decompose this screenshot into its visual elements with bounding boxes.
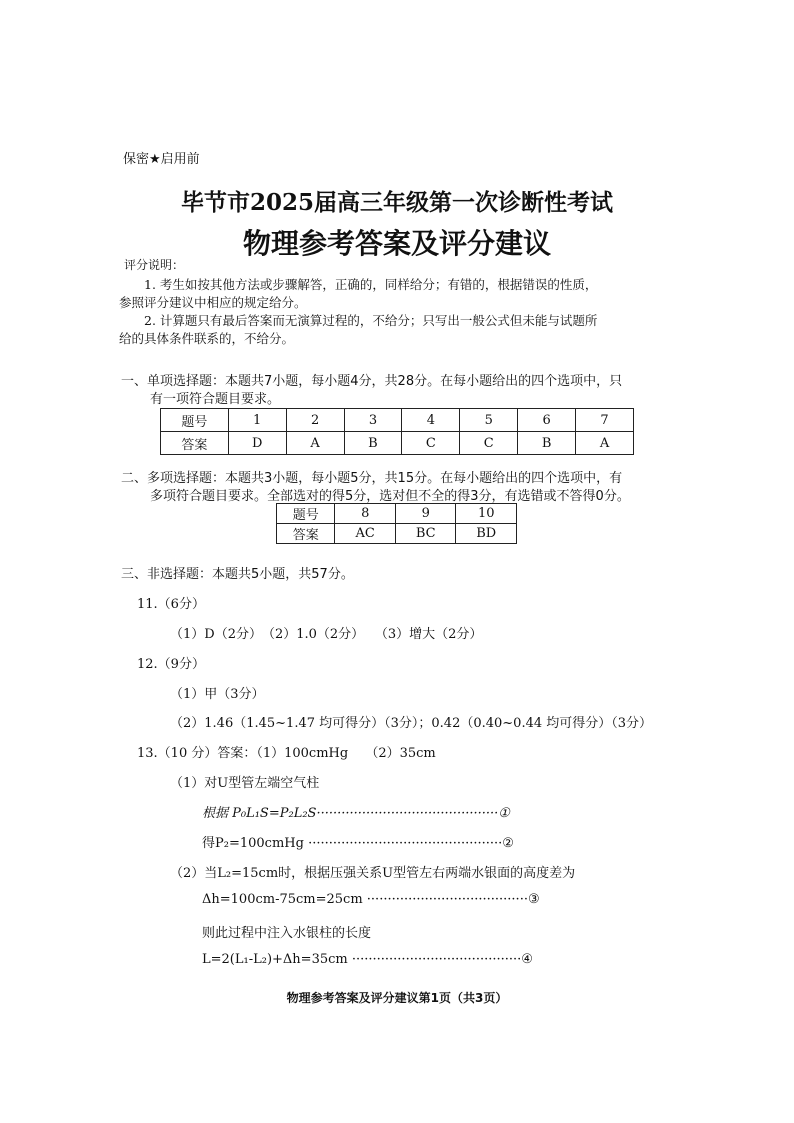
q12-answer-1: （1）甲（3分）	[170, 687, 265, 702]
q13-line: （1）对U型管左端空气柱	[170, 776, 320, 791]
table-row	[277, 524, 517, 544]
table-cell: D	[228, 432, 286, 455]
table-cell: 3	[344, 409, 402, 432]
confidential-label: 保密★启用前	[123, 152, 200, 167]
single-choice-table	[160, 408, 634, 455]
note-1: 1. 考生如按其他方法或步骤解答，正确的，同样给分；有错的，根据错误的性质，	[144, 277, 598, 292]
q13-line: Δh=100cm-75cm=25cm ·······································③	[202, 892, 540, 907]
q12-answer-2: （2）1.46（1.45~1.47 均可得分）（3分）；0.42（0.40~0.44 均可得分）（3分）	[170, 716, 653, 731]
section1-heading: 一、单项选择题：本题共7小题，每小题4分，共28分。在每小题给出的四个选项中，只	[121, 374, 623, 389]
row-label: 题号	[161, 409, 229, 432]
q13-line: 则此过程中注入水银柱的长度	[202, 926, 372, 941]
table-cell: 10	[456, 504, 517, 524]
table-cell: B	[344, 432, 402, 455]
exam-title: 毕节市2025届高三年级第一次诊断性考试	[180, 189, 613, 216]
q11-title: 11.（6分）	[137, 597, 205, 612]
note-2: 2. 计算题只有最后答案而无演算过程的，不给分；只写出一般公式但未能与试题所	[144, 313, 598, 328]
q11-answer: （1）D（2分） （2）1.0（2分） （3）增大（2分）	[170, 627, 483, 642]
table-cell: 5	[460, 409, 518, 432]
q13-line: 根据 P₀L₁S=P₂L₂S············································①	[202, 806, 510, 821]
section2-heading-cont: 多项符合题目要求。全部选对的得5分，选对但不全的得3分，有选错或不答得0分。	[150, 489, 630, 504]
row-label: 答案	[161, 432, 229, 455]
table-cell: 1	[228, 409, 286, 432]
table-cell: C	[402, 432, 460, 455]
section3-heading: 三、非选择题：本题共5小题，共57分。	[121, 567, 354, 582]
table-cell: A	[286, 432, 344, 455]
table-cell: 题号	[277, 504, 335, 524]
table-cell: 7	[576, 409, 634, 432]
table-cell: BC	[395, 524, 456, 544]
q12-title: 12.（9分）	[137, 657, 205, 672]
table-cell: 9	[395, 504, 456, 524]
doc-title: 物理参考答案及评分建议	[242, 227, 551, 260]
table-cell: AC	[335, 524, 396, 544]
table-row	[277, 504, 517, 524]
q13-line: 得P₂=100cmHg ···············································②	[202, 836, 514, 851]
section2-heading: 二、多项选择题：本题共3小题，每小题5分，共15分。在每小题给出的四个选项中，有	[121, 471, 623, 486]
table-row	[161, 432, 634, 455]
table-cell: 2	[286, 409, 344, 432]
note-1-cont: 参照评分建议中相应的规定给分。	[119, 295, 307, 310]
table-cell: BD	[456, 524, 517, 544]
q13-line: （2）当L₂=15cm时，根据压强关系U型管左右两端水银面的高度差为	[170, 866, 576, 881]
table-cell: 6	[518, 409, 576, 432]
table-cell: 8	[335, 504, 396, 524]
notes-heading: 评分说明：	[124, 258, 185, 272]
table-row	[161, 409, 634, 432]
q13-line: L=2(L₁-L₂)+Δh=35cm ·········································④	[202, 952, 533, 967]
page-footer: 物理参考答案及评分建议第1页（共3页）	[286, 991, 508, 1005]
table-cell: 答案	[277, 524, 335, 544]
table-cell: 4	[402, 409, 460, 432]
table-cell: A	[576, 432, 634, 455]
q13-title: 13.（10 分）答案：（1）100cmHg （2）35cm	[137, 746, 436, 761]
table-cell: B	[518, 432, 576, 455]
multi-choice-table	[276, 503, 517, 544]
table-cell: C	[460, 432, 518, 455]
note-2-cont: 给的具体条件联系的，不给分。	[119, 331, 295, 346]
section1-heading-cont: 有一项符合题目要求。	[150, 392, 281, 407]
